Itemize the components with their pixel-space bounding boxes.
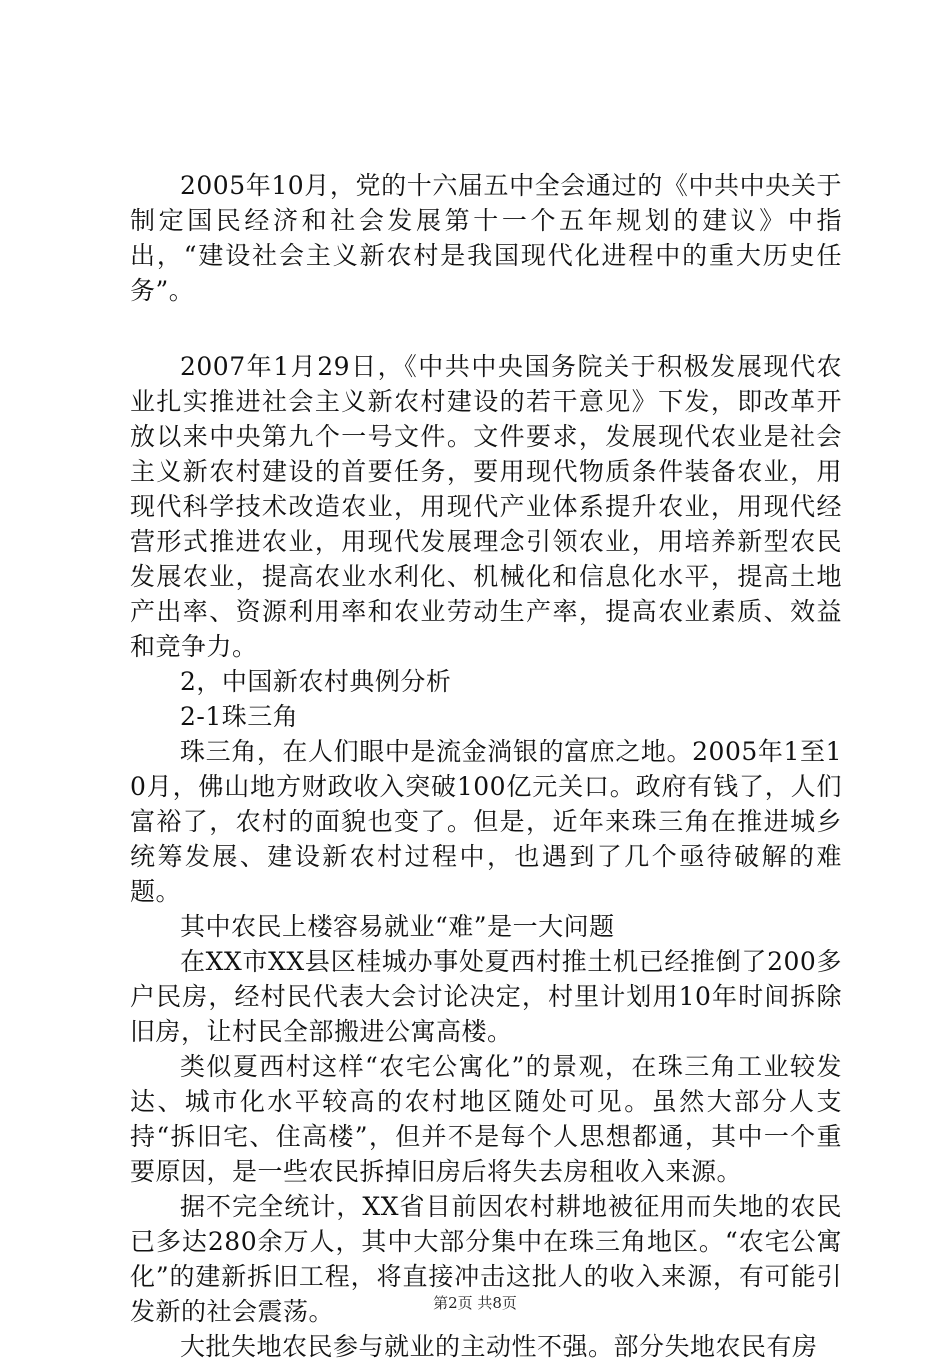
- subsection-heading: 2-1珠三角: [180, 702, 299, 731]
- document-body: [130, 168, 842, 1364]
- paragraph-employment-problem: 其中农民上楼容易就业“难”是一大问题: [180, 912, 615, 941]
- page-footer: 第2页 共8页: [433, 1294, 517, 1312]
- paragraph-gap: [130, 308, 842, 349]
- paragraph-no1-document: 2007年1月29日，《中共中央国务院关于积极发展现代农业扎实推进社会主义新农村建设的若干意见》下发，即改革开放以来中央第九个一号文件。文件要求，发展现代农业是社会主义新农村建设的首要任务，要用现代物质条件装备农业，用现代科学技术改造农业，用现代产业体系提升农业，用现代经营形式推进农业，用现代发展理念引领农业，用培养新型农民发展农业，提高农业水利化、机械化和信息化水平，提高土地产出率、资源利用率和农业劳动生产率，提高农业素质、效益和竞争力。: [130, 352, 842, 661]
- paragraph-apartment-housing: 类似夏西村这样“农宅公寓化”的景观，在珠三角工业较发达、城市化水平较高的农村地区随处可见。虽然大部分人支持“拆旧宅、住高楼”，但并不是每个人思想都通，其中一个重要原因，是一些农民拆掉旧房后将失去房租收入来源。: [130, 1052, 842, 1186]
- paragraph-xiaxi-village: 在XX市XX县区桂城办事处夏西村推土机已经推倒了200多户民房，经村民代表大会讨论决定，村里计划用10年时间拆除旧房，让村民全部搬进公寓高楼。: [130, 947, 842, 1046]
- paragraph-landless-farmers: 据不完全统计，XX省目前因农村耕地被征用而失地的农民已多达280余万人，其中大部分集中在珠三角地区。“农宅公寓化”的建新拆旧工程，将直接冲击这批人的收入来源，有可能引发新的社会震荡。: [130, 1192, 842, 1326]
- paragraph-employment-initiative: 大批失地农民参与就业的主动性不强。部分失地农民有房: [180, 1332, 818, 1361]
- paragraph-five-year-plan: 2005年10月，党的十六届五中全会通过的《中共中央关于制定国民经济和社会发展第十一个五年规划的建议》中指出，“建设社会主义新农村是我国现代化进程中的重大历史任务”。: [130, 171, 842, 305]
- section-heading: 2，中国新农村典例分析: [180, 667, 452, 696]
- paragraph-pearl-delta: 珠三角，在人们眼中是流金淌银的富庶之地。2005年1至10月，佛山地方财政收入突破100亿元关口。政府有钱了，人们富裕了，农村的面貌也变了。但是，近年来珠三角在推进城乡统筹发展、建设新农村过程中，也遇到了几个亟待破解的难题。: [130, 737, 842, 906]
